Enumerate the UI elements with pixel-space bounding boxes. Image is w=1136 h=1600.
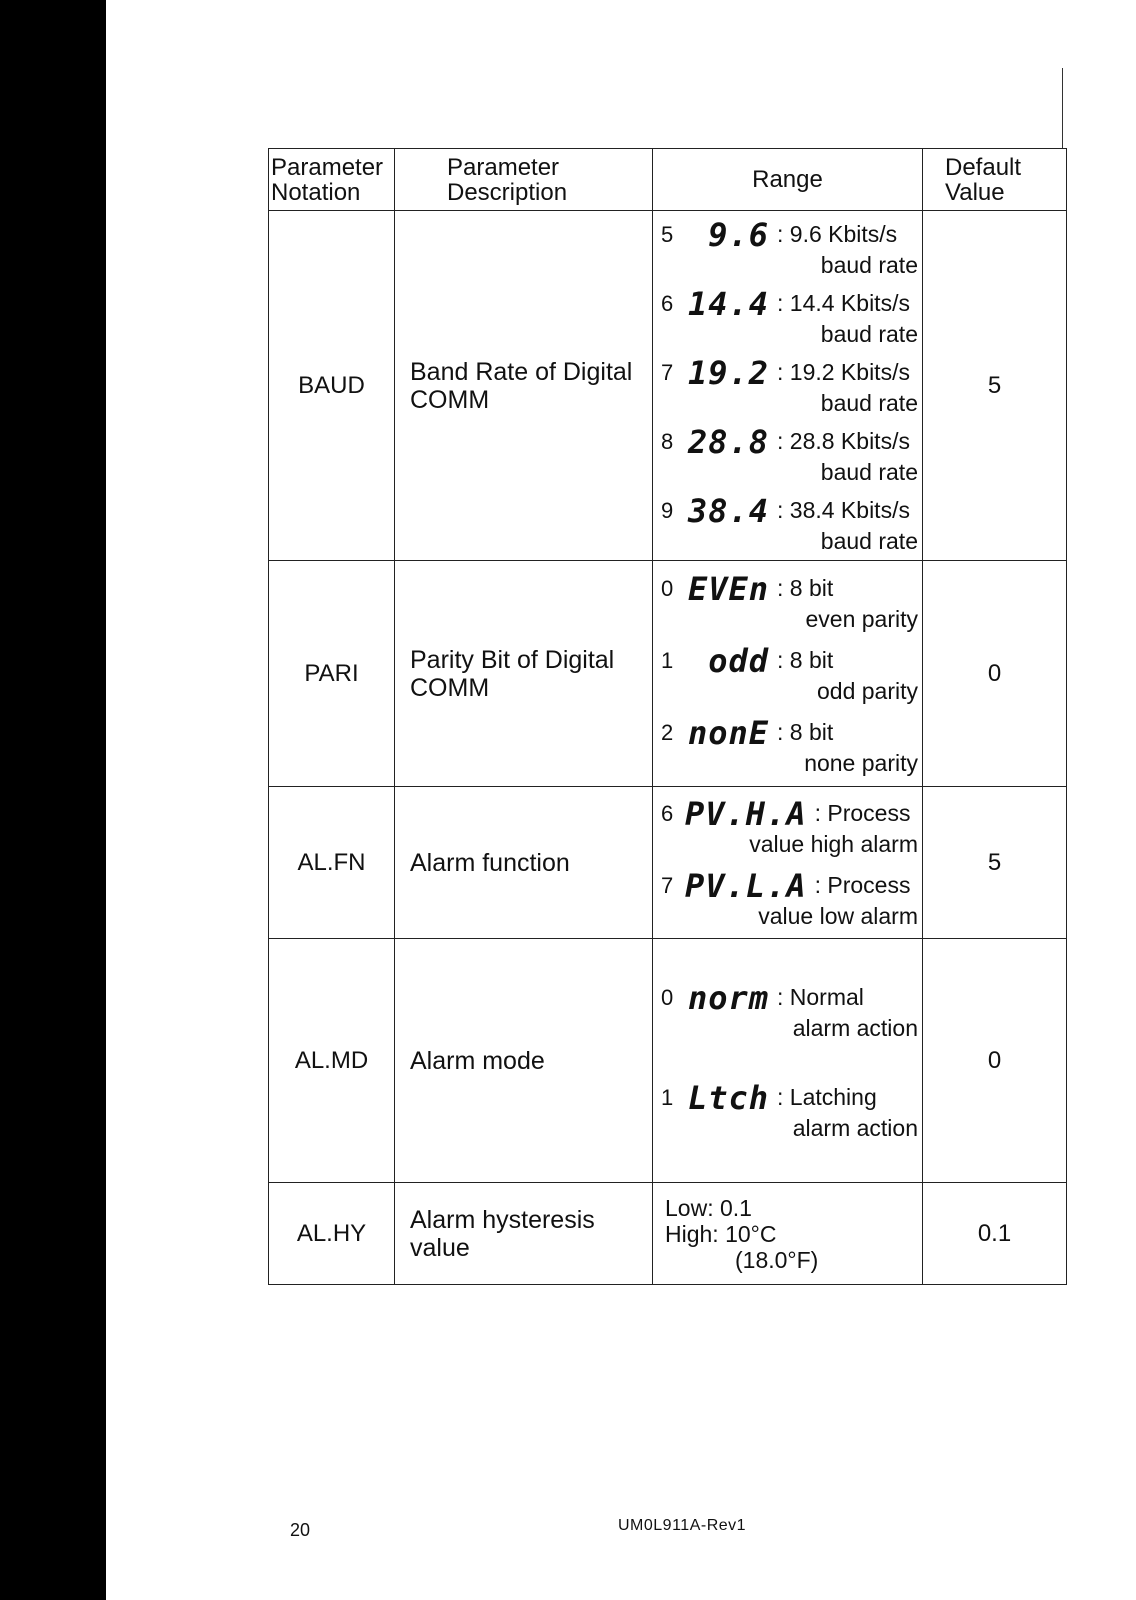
option-desc: : 8 bit <box>777 647 834 673</box>
range-option <box>653 794 922 857</box>
option-desc: : Normal <box>777 984 864 1010</box>
range-cell <box>653 1183 923 1285</box>
display-code: Ltch <box>687 1078 769 1117</box>
document-id: UM0L911A-Rev1 <box>618 1517 747 1534</box>
display-code: EVEn <box>687 569 769 608</box>
option-number: 7 <box>661 359 674 385</box>
range-option <box>653 491 922 554</box>
table-row-al-md <box>269 939 1067 1183</box>
default-cell: 0 <box>923 561 1067 787</box>
option-desc-cont: value low alarm <box>758 902 918 929</box>
display-code: nonE <box>687 713 769 752</box>
range-cell <box>653 561 923 787</box>
table-row-pari <box>269 561 1067 787</box>
option-desc: : 8 bit <box>777 575 834 601</box>
range-high-f: (18.0°F) <box>735 1246 819 1273</box>
range-cell <box>653 939 923 1183</box>
option-desc: : Process <box>814 872 911 898</box>
table-row-al-hy <box>269 1183 1067 1285</box>
display-code: 28.8 <box>687 422 769 461</box>
scan-black-margin <box>0 0 106 1600</box>
option-desc-cont: value high alarm <box>749 830 918 857</box>
option-number: 6 <box>661 290 674 316</box>
option-desc-cont: even parity <box>805 605 918 632</box>
option-desc-cont: none parity <box>804 749 918 776</box>
default-cell: 0 <box>923 939 1067 1183</box>
notation-cell: PARI <box>269 561 395 787</box>
option-desc-cont: baud rate <box>820 527 918 554</box>
header-row <box>269 149 1067 211</box>
option-desc-cont: baud rate <box>820 320 918 347</box>
option-desc: : 19.2 Kbits/s <box>777 359 910 385</box>
notation-cell: AL.FN <box>269 787 395 939</box>
option-number: 0 <box>661 984 674 1010</box>
range-text <box>653 1195 922 1273</box>
option-desc-cont: alarm action <box>792 1114 918 1141</box>
display-code: odd <box>708 641 769 680</box>
option-desc: : 9.6 Kbits/s <box>777 221 898 247</box>
option-desc: : 14.4 Kbits/s <box>777 290 910 316</box>
display-code: 14.4 <box>687 284 769 323</box>
range-option <box>653 978 922 1041</box>
option-desc: : Process <box>814 800 911 826</box>
range-option <box>653 215 922 278</box>
range-cell <box>653 787 923 939</box>
default-cell: 5 <box>923 787 1067 939</box>
range-option <box>653 1078 922 1141</box>
option-number: 1 <box>661 1084 674 1110</box>
option-number: 7 <box>661 872 674 898</box>
page-number: 20 <box>290 1520 311 1540</box>
option-number: 2 <box>661 719 674 745</box>
option-desc-cont: alarm action <box>792 1014 918 1041</box>
notation-cell: BAUD <box>269 211 395 561</box>
description-cell: Parity Bit of Digital COMM <box>395 561 653 787</box>
range-option <box>653 422 922 485</box>
table-row-al-fn <box>269 787 1067 939</box>
notation-cell: AL.HY <box>269 1183 395 1285</box>
option-desc-cont: baud rate <box>820 458 918 485</box>
option-desc: : 38.4 Kbits/s <box>777 497 910 523</box>
description-cell: Alarm hysteresis value <box>395 1183 653 1285</box>
option-number: 8 <box>661 428 674 454</box>
option-desc: : 28.8 Kbits/s <box>777 428 910 454</box>
table-row-baud <box>269 211 1067 561</box>
header-range: Range <box>653 149 923 211</box>
side-rule <box>1062 68 1063 148</box>
range-low: Low: 0.1 <box>665 1194 752 1221</box>
header-default: Default Value <box>923 149 1067 211</box>
display-code: 9.6 <box>708 215 769 254</box>
option-number: 1 <box>661 647 674 673</box>
display-code: PV.H.A <box>685 794 807 833</box>
description-cell: Alarm mode <box>395 939 653 1183</box>
option-number: 0 <box>661 575 674 601</box>
description-cell: Alarm function <box>395 787 653 939</box>
range-option <box>653 353 922 416</box>
range-option <box>653 284 922 347</box>
range-option <box>653 866 922 929</box>
default-cell: 5 <box>923 211 1067 561</box>
display-code: norm <box>687 978 769 1017</box>
header-description: Parameter Description <box>395 149 653 211</box>
display-code: PV.L.A <box>685 866 807 905</box>
default-cell: 0.1 <box>923 1183 1067 1285</box>
description-cell: Band Rate of Digital COMM <box>395 211 653 561</box>
option-desc-cont: odd parity <box>816 677 918 704</box>
display-code: 38.4 <box>687 491 769 530</box>
range-option <box>653 713 922 776</box>
notation-cell: AL.MD <box>269 939 395 1183</box>
option-desc: : 8 bit <box>777 719 834 745</box>
display-code: 19.2 <box>687 353 769 392</box>
option-number: 9 <box>661 497 674 523</box>
range-option <box>653 641 922 704</box>
header-notation: Parameter Notation <box>269 149 395 211</box>
range-option <box>653 569 922 632</box>
option-number: 5 <box>661 221 674 247</box>
parameter-table <box>268 148 1067 1285</box>
range-cell <box>653 211 923 561</box>
option-number: 6 <box>661 800 674 826</box>
option-desc: : Latching <box>777 1084 877 1110</box>
option-desc-cont: baud rate <box>820 251 918 278</box>
option-desc-cont: baud rate <box>820 389 918 416</box>
range-high: High: 10°C <box>665 1220 777 1247</box>
